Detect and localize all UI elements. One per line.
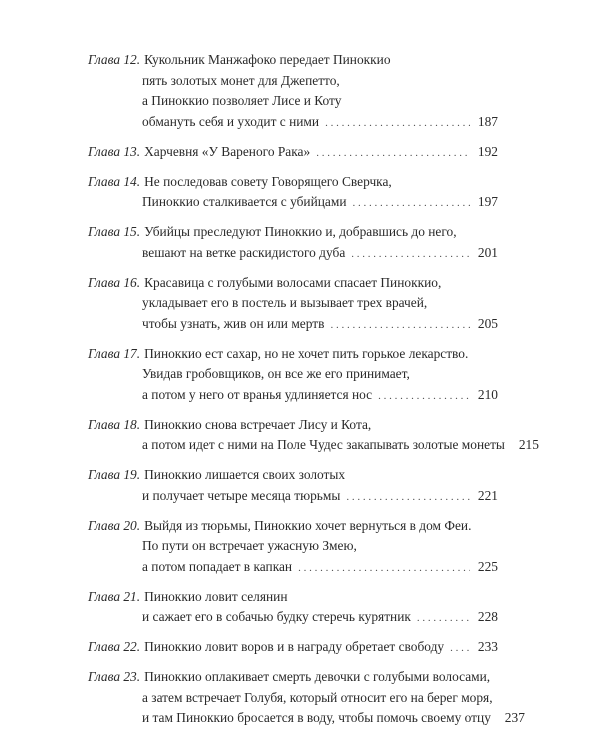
dot-leader bbox=[325, 117, 470, 129]
toc-entry-line bbox=[88, 295, 498, 316]
toc-entry-line bbox=[88, 174, 498, 195]
page-number: 228 bbox=[477, 609, 498, 624]
dot-leader bbox=[298, 562, 470, 574]
toc-entry-line bbox=[88, 559, 498, 580]
table-of-contents bbox=[88, 52, 539, 740]
chapter-label: Глава 21. bbox=[88, 588, 141, 604]
toc-entry[interactable] bbox=[88, 589, 498, 630]
chapter-title-text: Пиноккио ловит воров и в награду обретает свободу bbox=[144, 639, 445, 654]
toc-entry[interactable] bbox=[88, 346, 498, 408]
page-number: 215 bbox=[518, 437, 539, 452]
chapter-title-text: Не последовав совету Говорящего Сверчка, bbox=[144, 173, 392, 189]
chapter-title-text: укладывает его в постель и вызывает трех врачей, bbox=[142, 295, 428, 310]
chapter-title-text: а потом попадает в капкан bbox=[142, 558, 293, 574]
dot-leader bbox=[450, 642, 470, 654]
chapter-label: Глава 18. bbox=[88, 416, 141, 432]
toc-entry-line bbox=[88, 144, 498, 165]
chapter-title-text: Кукольник Манжафоко передает Пиноккио bbox=[144, 52, 391, 67]
chapter-title-text: обмануть себя и уходит с ними bbox=[142, 113, 320, 129]
chapter-title-text: Пиноккио ест сахар, но не хочет пить горькое лекарство. bbox=[144, 345, 469, 361]
toc-entry[interactable] bbox=[88, 144, 498, 165]
page-number: 210 bbox=[477, 386, 498, 402]
page-number: 201 bbox=[477, 244, 498, 260]
chapter-title-text: Выйдя из тюрьмы, Пиноккио хочет вернуться в дом Феи. bbox=[144, 517, 472, 533]
toc-entry[interactable] bbox=[88, 224, 498, 265]
toc-entry[interactable] bbox=[88, 275, 498, 337]
dot-leader bbox=[353, 197, 471, 209]
page-number: 192 bbox=[477, 143, 498, 159]
chapter-title-text: Убийцы преследуют Пиноккио и, добравшись до него, bbox=[144, 224, 457, 239]
toc-entry-line bbox=[88, 417, 498, 438]
toc-entry-line bbox=[88, 538, 498, 559]
page-number: 187 bbox=[477, 113, 498, 129]
page-number: 197 bbox=[477, 194, 498, 209]
toc-entry[interactable] bbox=[88, 518, 498, 580]
toc-entry-line bbox=[88, 245, 498, 266]
chapter-title-text: Увидав гробовщиков, он все же его принимает, bbox=[142, 366, 410, 381]
toc-entry-line bbox=[88, 275, 498, 296]
dot-leader bbox=[351, 248, 470, 260]
dot-leader bbox=[378, 390, 470, 402]
toc-entry-line bbox=[88, 437, 539, 458]
page-number: 237 bbox=[504, 710, 525, 725]
chapter-label: Глава 13. bbox=[88, 143, 141, 159]
chapter-title-text: а потом идет с ними на Поле Чудес закапывать золотые монеты bbox=[142, 437, 505, 452]
dot-leader bbox=[330, 319, 470, 331]
chapter-title-text: и сажает его в собачью будку стеречь курятник bbox=[142, 609, 411, 624]
chapter-title-text: и получает четыре месяца тюрьмы bbox=[142, 487, 341, 503]
toc-entry[interactable] bbox=[88, 467, 498, 508]
chapter-label: Глава 17. bbox=[88, 345, 141, 361]
toc-entry-line bbox=[88, 589, 498, 610]
chapter-title-text: а потом у него от вранья удлиняется нос bbox=[142, 386, 373, 402]
chapter-label: Глава 16. bbox=[88, 274, 141, 290]
chapter-label: Глава 23. bbox=[88, 669, 141, 684]
toc-entry[interactable] bbox=[88, 669, 525, 731]
toc-entry-line bbox=[88, 639, 498, 660]
chapter-title-text: По пути он встречает ужасную Змею, bbox=[142, 538, 357, 553]
chapter-label: Глава 19. bbox=[88, 467, 141, 482]
toc-entry-line bbox=[88, 488, 498, 509]
toc-entry-line bbox=[88, 518, 498, 539]
toc-entry-line bbox=[88, 366, 498, 387]
toc-entry-line bbox=[88, 93, 498, 114]
dot-leader bbox=[417, 612, 470, 624]
chapter-label: Глава 15. bbox=[88, 224, 141, 239]
toc-entry[interactable] bbox=[88, 174, 498, 215]
chapter-title-text: Пиноккио сталкивается с убийцами bbox=[142, 194, 347, 209]
dot-leader bbox=[316, 147, 470, 159]
chapter-title-text: вешают на ветке раскидистого дуба bbox=[142, 244, 346, 260]
toc-entry-line bbox=[88, 710, 525, 731]
chapter-title-text: а затем встречает Голубя, который относит его на берег моря, bbox=[142, 689, 493, 705]
page-number: 233 bbox=[477, 639, 498, 654]
toc-entry-line bbox=[88, 346, 498, 367]
chapter-label: Глава 14. bbox=[88, 173, 141, 189]
chapter-label: Глава 20. bbox=[88, 517, 141, 533]
toc-entry-line bbox=[88, 194, 498, 215]
toc-entry-line bbox=[88, 467, 498, 488]
page-number: 221 bbox=[477, 487, 498, 503]
dot-leader bbox=[346, 491, 470, 503]
chapter-title-text: Пиноккио снова встречает Лису и Кота, bbox=[144, 416, 372, 432]
chapter-title-text: и там Пиноккио бросается в воду, чтобы помочь своему отцу bbox=[142, 710, 491, 725]
toc-entry-line bbox=[88, 52, 498, 73]
chapter-title-text: пять золотых монет для Джепетто, bbox=[142, 72, 340, 88]
toc-entry-line bbox=[88, 114, 498, 135]
chapter-title-text: а Пиноккио позволяет Лисе и Коту bbox=[142, 93, 342, 108]
toc-entry[interactable] bbox=[88, 416, 539, 458]
toc-entry-line bbox=[88, 387, 498, 408]
toc-entry-line bbox=[88, 609, 498, 630]
toc-entry-line bbox=[88, 690, 498, 711]
toc-entry-line bbox=[88, 73, 498, 94]
toc-entry[interactable] bbox=[88, 52, 498, 134]
toc-entry-line bbox=[88, 224, 498, 245]
page-number: 225 bbox=[477, 558, 498, 574]
chapter-title-text: Пиноккио оплакивает смерть девочки с голубыми волосами, bbox=[144, 669, 491, 684]
toc-entry[interactable] bbox=[88, 639, 498, 660]
chapter-title-text: Пиноккио лишается своих золотых bbox=[144, 467, 346, 482]
chapter-title-text: чтобы узнать, жив он или мертв bbox=[142, 315, 325, 331]
toc-entry-line bbox=[88, 669, 498, 690]
chapter-title-text: Харчевня «У Вареного Рака» bbox=[144, 143, 311, 159]
chapter-label: Глава 22. bbox=[88, 639, 141, 654]
chapter-title-text: Красавица с голубыми волосами спасает Пиноккио, bbox=[144, 274, 442, 290]
toc-entry-line bbox=[88, 316, 498, 337]
page-number: 205 bbox=[477, 315, 498, 331]
chapter-title-text: Пиноккио ловит селянин bbox=[144, 588, 288, 604]
chapter-label: Глава 12. bbox=[88, 52, 141, 67]
